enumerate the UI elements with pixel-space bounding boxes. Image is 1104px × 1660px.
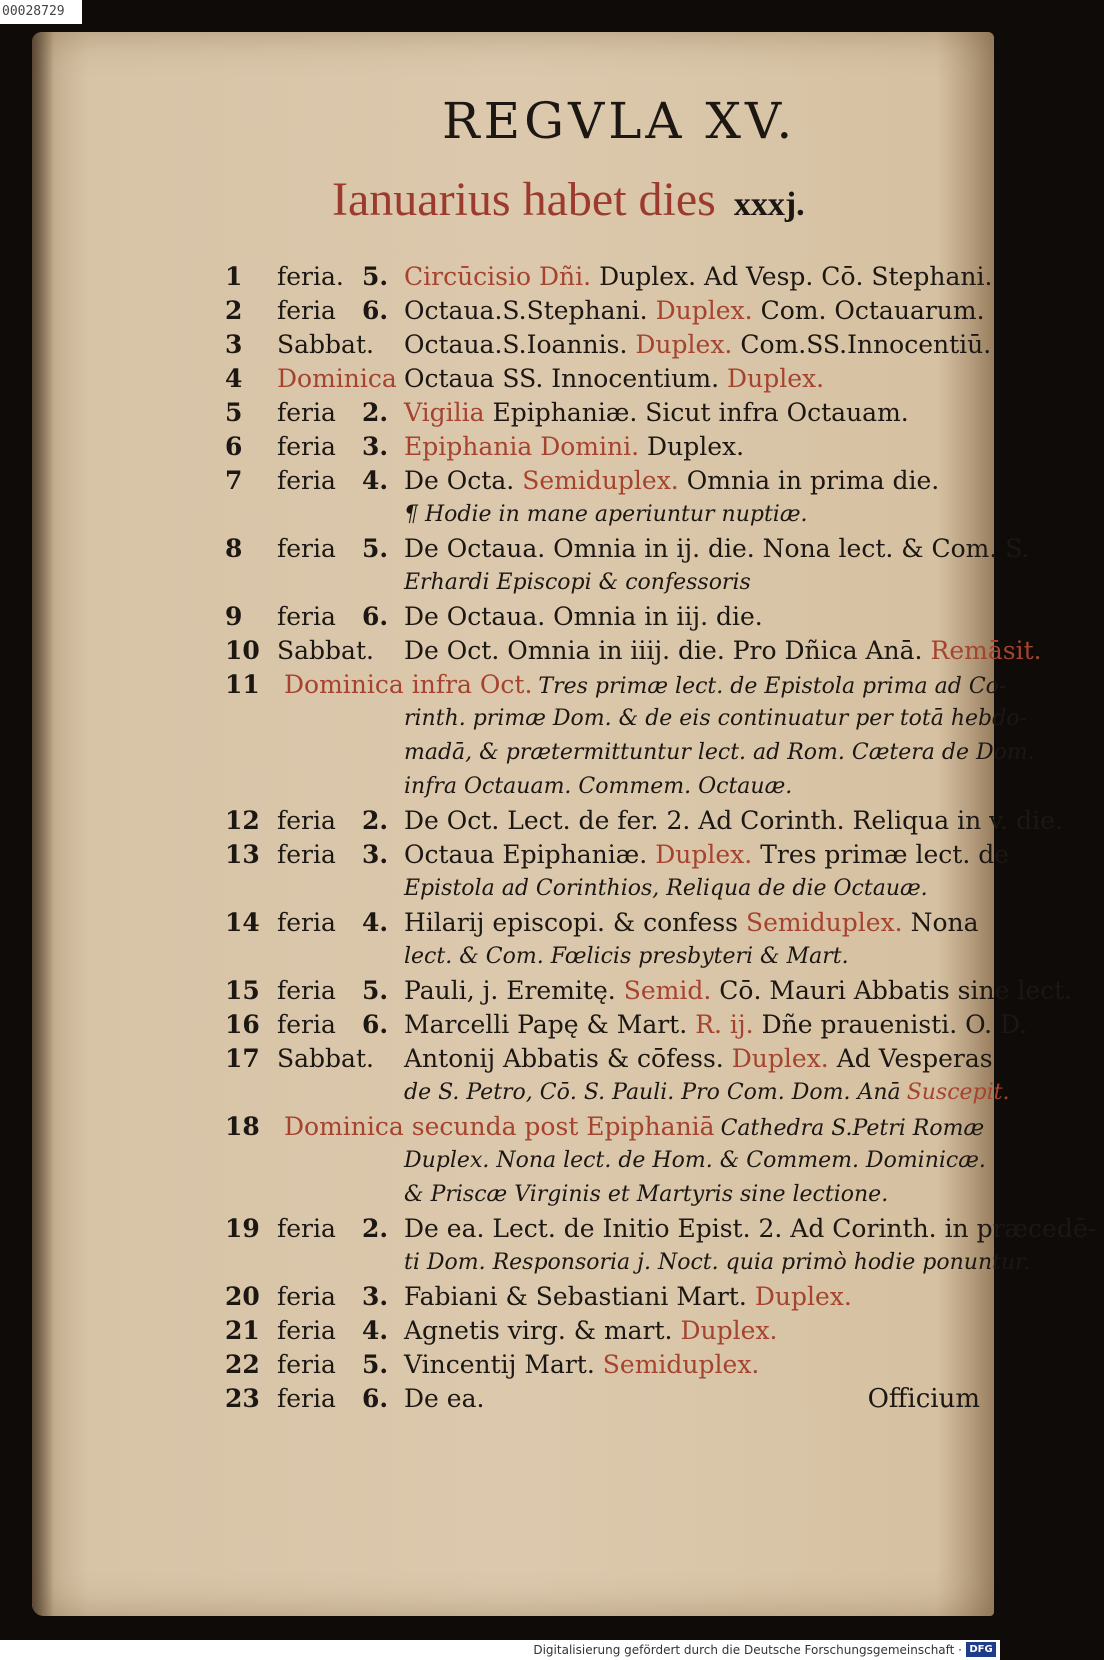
entry-continuation-text: lect. & Com. Fœlicis presbyteri & Mart.	[404, 944, 849, 969]
office-rubric: Duplex.	[680, 1316, 778, 1345]
day-number: 19	[225, 1214, 260, 1243]
office-segment: Octaua.S.Ioannis.	[404, 330, 628, 359]
calendar-entry	[32, 804, 1063, 838]
entry-continuation-text: Epistola ad Corinthios, Reliqua de die Octauæ.	[404, 876, 928, 901]
feria-number: 5.	[362, 534, 389, 563]
office-segment: Tres primæ lect. de	[760, 840, 1010, 869]
day-number: 2	[225, 296, 243, 325]
entry-office-text: Tres primæ lect. de Epistola prima ad Co-	[538, 674, 1007, 699]
entry-wide-text	[284, 1110, 985, 1146]
office-rubric: Duplex.	[727, 364, 825, 393]
entry-continuation-text: rinth. primæ Dom. & de eis continuatur per totā hebdo-	[404, 706, 1027, 731]
footer-credit: Digitalisierung gefördert durch die Deutsche Forschungsgemeinschaft ·	[533, 1643, 962, 1657]
calendar-entry	[32, 464, 994, 498]
office-segment: Dñe prauenisti. O. D.	[761, 1010, 1028, 1039]
office-segment: Com.SS.Innocentiū.	[740, 330, 992, 359]
weekday-label: feria	[277, 976, 336, 1005]
day-number: 17	[225, 1044, 260, 1073]
calendar-entry	[32, 1314, 994, 1348]
calendar-entry	[32, 1348, 994, 1382]
office-rubric: Semiduplex.	[522, 466, 679, 495]
entry-continuation-text: Erhardi Episcopi & confessoris	[404, 570, 751, 595]
month-day-count: xxxj.	[733, 186, 805, 223]
entry-continuation-text: ti Dom. Responsoria j. Noct. quia primò hodie ponuntur.	[404, 1250, 1031, 1275]
office-text	[404, 328, 992, 362]
day-number: 6	[225, 432, 243, 461]
month-title	[332, 172, 805, 227]
day-number: 20	[225, 1282, 260, 1311]
office-segment: Pauli, j. Eremitę.	[404, 976, 616, 1005]
feria-number: 6.	[362, 602, 389, 631]
feria-number: 3.	[362, 432, 389, 461]
office-segment: Duplex. Ad Vesp. Cō. Stephani.	[599, 262, 993, 291]
weekday-label: Sabbat.	[277, 636, 374, 665]
weekday-label: feria	[277, 1282, 336, 1311]
day-number: 13	[225, 840, 260, 869]
day-number: 22	[225, 1350, 260, 1379]
office-text	[404, 1008, 1028, 1042]
sunday-rubric: Dominica infra Oct.	[284, 670, 533, 699]
footer-bar	[0, 1640, 1000, 1660]
weekday-label: feria	[277, 1350, 336, 1379]
month-title-text: Ianuarius habet dies	[332, 173, 716, 226]
entry-continuation-line	[32, 702, 1027, 736]
office-segment: Octaua Epiphaniæ.	[404, 840, 648, 869]
office-text	[404, 260, 993, 294]
entry-continuation-text: madā, & prætermittuntur lect. ad Rom. Cætera de Dom.	[404, 740, 1035, 765]
calendar-entry	[32, 634, 1042, 668]
entry-continuation-line	[32, 1178, 994, 1212]
weekday-label: feria	[277, 296, 336, 325]
weekday-label: feria	[277, 1214, 336, 1243]
office-text	[404, 532, 1030, 566]
calendar-entry	[32, 294, 994, 328]
feria-number: 6.	[362, 1384, 389, 1413]
calendar-entry	[32, 1212, 1097, 1246]
office-segment: De Oct. Lect. de fer. 2. Ad Corinth. Reliqua in v. die.	[404, 806, 1063, 835]
office-rubric: Semiduplex.	[745, 908, 903, 937]
feria-number: 4.	[362, 466, 389, 495]
office-rubric: R. ij.	[695, 1010, 754, 1039]
office-segment: Marcelli Papę & Mart.	[404, 1010, 688, 1039]
office-text	[404, 906, 979, 940]
feria-number: 2.	[362, 398, 389, 427]
day-number: 4	[225, 364, 243, 393]
day-number: 14	[225, 908, 260, 937]
office-segment: Nona	[910, 908, 979, 937]
office-rubric: Duplex.	[655, 840, 753, 869]
calendar-entry	[32, 906, 994, 940]
running-head: REGVLA XV.	[442, 92, 797, 150]
office-rubric: Epiphania Domini.	[404, 432, 640, 461]
calendar-entry	[32, 838, 1010, 872]
entry-continuation-line	[32, 736, 1035, 770]
feria-number: 4.	[362, 1316, 389, 1345]
day-number: 5	[225, 398, 243, 427]
office-text	[404, 974, 1073, 1008]
office-rubric: Semid.	[623, 976, 712, 1005]
calendar-entry	[32, 362, 994, 396]
calendar-entry	[32, 974, 1073, 1008]
entry-continuation-line	[32, 770, 994, 804]
office-segment: Epiphaniæ. Sicut infra Octauam.	[492, 398, 909, 427]
entry-continuation-line	[32, 1076, 1010, 1110]
entry-continuation-line	[32, 498, 994, 532]
office-text	[404, 1212, 1097, 1246]
rubric-text: Suscepit.	[906, 1080, 1010, 1105]
office-text	[404, 430, 974, 464]
office-segment: De ea.	[404, 1384, 485, 1413]
office-text	[404, 804, 1063, 838]
office-segment: Omnia in prima die.	[686, 466, 940, 495]
calendar-entry	[32, 1110, 994, 1144]
office-segment: De Oct. Omnia in iiij. die. Pro Dñica Anā.	[404, 636, 923, 665]
dfg-logo: DFG	[966, 1642, 996, 1657]
day-number: 3	[225, 330, 243, 359]
calendar-entry	[32, 396, 994, 430]
catchword: Officium	[867, 1384, 980, 1414]
office-text	[404, 362, 974, 396]
weekday-label: feria.	[277, 262, 344, 291]
feria-number: 2.	[362, 806, 389, 835]
office-rubric: Vigilia	[404, 398, 485, 427]
office-text	[404, 838, 1010, 872]
day-number: 1	[225, 262, 243, 291]
office-segment: Octaua.S.Stephani.	[404, 296, 648, 325]
calendar-entry	[32, 1280, 994, 1314]
feria-number: 3.	[362, 840, 389, 869]
office-segment: Antonij Abbatis & cōfess.	[404, 1044, 724, 1073]
calendar-entry	[32, 430, 994, 464]
day-number: 10	[225, 636, 260, 665]
entry-continuation-text: ¶ Hodie in mane aperiuntur nuptiæ.	[404, 502, 808, 527]
day-number: 16	[225, 1010, 260, 1039]
office-segment: Fabiani & Sebastiani Mart.	[404, 1282, 747, 1311]
office-rubric: Semiduplex.	[602, 1350, 760, 1379]
calendar-entry	[32, 1008, 1028, 1042]
office-segment: Agnetis virg. & mart.	[404, 1316, 673, 1345]
feria-number: 5.	[362, 262, 389, 291]
entry-continuation-line	[32, 566, 994, 600]
office-rubric: Circūcisio Dñi.	[404, 262, 592, 291]
feria-number: 3.	[362, 1282, 389, 1311]
office-segment: De Octaua. Omnia in iij. die.	[404, 602, 763, 631]
office-text	[404, 1280, 974, 1314]
calendar-entry	[32, 260, 994, 294]
day-number: 7	[225, 466, 243, 495]
calendar-entry	[32, 532, 1030, 566]
feria-number: 6.	[362, 296, 389, 325]
day-number: 11	[225, 670, 260, 699]
day-number: 12	[225, 806, 260, 835]
office-segment: Com. Octauarum.	[760, 296, 985, 325]
feria-number: 5.	[362, 1350, 389, 1379]
feria-number: 2.	[362, 1214, 389, 1243]
office-segment: Duplex.	[647, 432, 745, 461]
weekday-label: feria	[277, 840, 336, 869]
calendar-entry	[32, 1382, 994, 1416]
weekday-label: feria	[277, 908, 336, 937]
weekday-label: feria	[277, 1316, 336, 1345]
office-segment: Ad Vesperas	[836, 1044, 993, 1073]
feria-number: 5.	[362, 976, 389, 1005]
office-text	[404, 1348, 974, 1382]
entry-wide-text	[284, 668, 1007, 704]
weekday-label: feria	[277, 466, 336, 495]
day-number: 23	[225, 1384, 260, 1413]
entry-office-text: Cathedra S.Petri Romæ	[720, 1116, 985, 1141]
office-text	[404, 1042, 993, 1076]
office-text	[404, 1314, 974, 1348]
office-segment: Vincentij Mart.	[404, 1350, 595, 1379]
office-text	[404, 294, 985, 328]
calendar-entry	[32, 328, 994, 362]
entry-continuation-text: & Priscæ Virginis et Martyris sine lectione.	[404, 1182, 889, 1207]
weekday-label: Sabbat.	[277, 1044, 374, 1073]
calendar-entry	[32, 600, 994, 634]
day-number: 18	[225, 1112, 260, 1141]
day-number: 8	[225, 534, 243, 563]
entry-continuation-main: de S. Petro, Cō. S. Pauli. Pro Com. Dom. Anā	[404, 1080, 901, 1105]
weekday-rubric: Dominica	[277, 364, 397, 393]
office-rubric: Duplex.	[655, 296, 753, 325]
entry-continuation-text: Duplex. Nona lect. de Hom. & Commem. Dominicæ.	[404, 1148, 986, 1173]
office-segment: De Octaua. Omnia in ij. die. Nona lect. & Com. S.	[404, 534, 1030, 563]
day-number: 9	[225, 602, 243, 631]
calendar-entry	[32, 1042, 994, 1076]
office-segment: Hilarij episcopi. & confess	[404, 908, 738, 937]
office-rubric: Duplex.	[754, 1282, 852, 1311]
feria-number: 4.	[362, 908, 389, 937]
entry-continuation-line	[32, 1144, 994, 1178]
weekday-label: feria	[277, 602, 336, 631]
entry-continuation-text: infra Octauam. Commem. Octauæ.	[404, 774, 793, 799]
day-number: 21	[225, 1316, 260, 1345]
feria-number: 6.	[362, 1010, 389, 1039]
entry-continuation-line	[32, 872, 994, 906]
office-rubric: Remāsit.	[930, 636, 1042, 665]
entry-continuation-text	[404, 1076, 1010, 1110]
entry-continuation-line	[32, 1246, 1031, 1280]
scan-id-label: 00028729	[0, 0, 82, 24]
office-rubric: Duplex.	[635, 330, 733, 359]
office-text	[404, 396, 974, 430]
weekday-label: feria	[277, 432, 336, 461]
sunday-rubric: Dominica secunda post Epiphaniā	[284, 1112, 715, 1141]
office-rubric: Duplex.	[731, 1044, 829, 1073]
calendar-entry	[32, 668, 1007, 702]
office-segment: De ea. Lect. de Initio Epist. 2. Ad Corinth. in præcedē-	[404, 1214, 1097, 1243]
weekday-label: feria	[277, 1010, 336, 1039]
office-text	[404, 634, 1042, 668]
weekday-label: Sabbat.	[277, 330, 374, 359]
weekday-label: feria	[277, 534, 336, 563]
office-segment: Octaua SS. Innocentium.	[404, 364, 720, 393]
weekday-label: feria	[277, 1384, 336, 1413]
day-number: 15	[225, 976, 260, 1005]
book-page	[32, 32, 1097, 1616]
office-segment: Cō. Mauri Abbatis sine lect.	[719, 976, 1073, 1005]
office-segment: De Octa.	[404, 466, 515, 495]
entry-continuation-line	[32, 940, 994, 974]
office-text	[404, 600, 974, 634]
weekday-label: feria	[277, 806, 336, 835]
office-text	[404, 464, 974, 498]
weekday-label: feria	[277, 398, 336, 427]
